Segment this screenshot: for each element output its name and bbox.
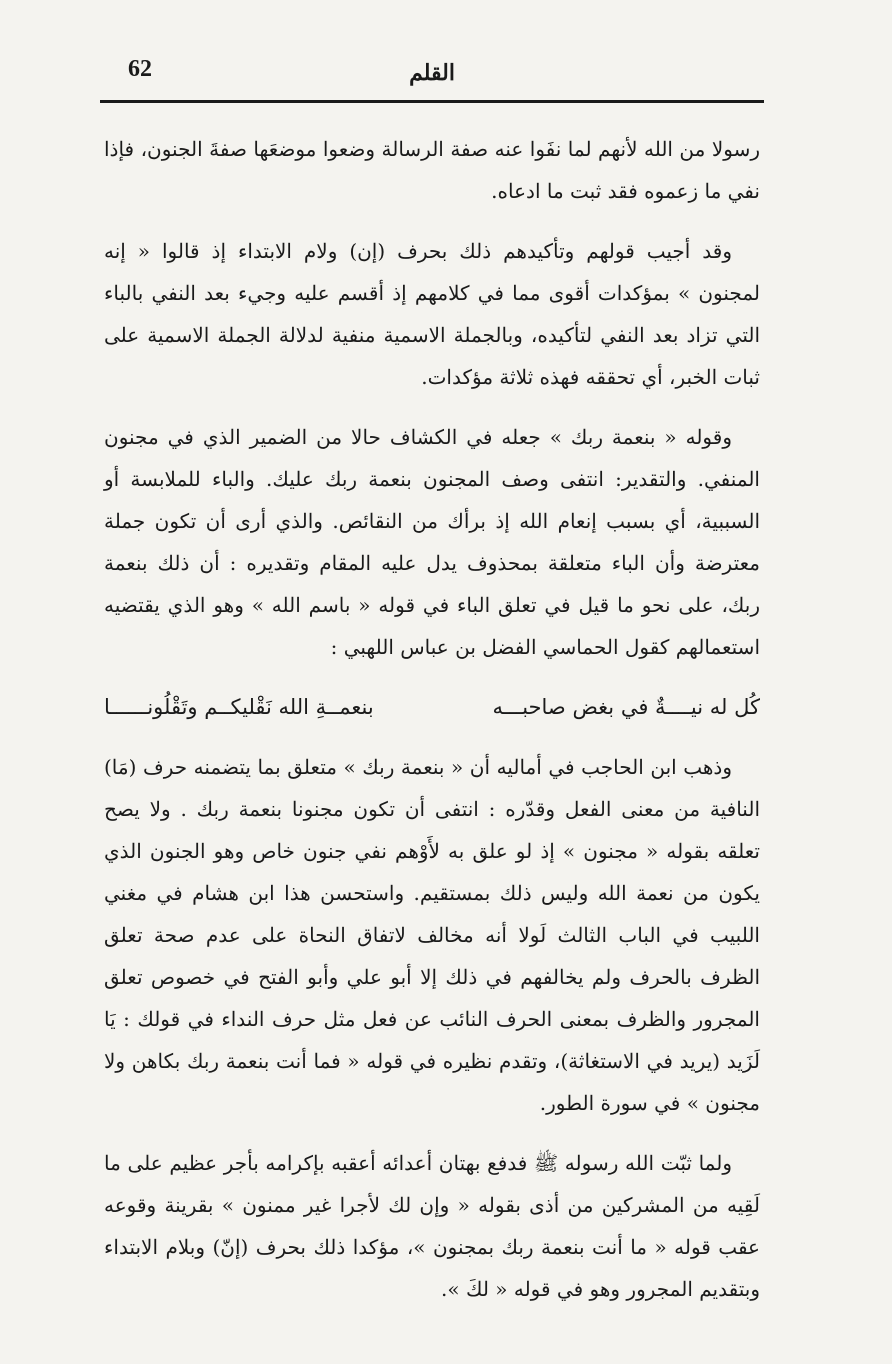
running-title: القلم xyxy=(409,60,455,86)
paragraph-4: وذهب ابن الحاجب في أماليه أن « بنعمة ربك » متعلق بما يتضمنه حرف (مَا) النافية من معنى الفعل وقدّره : انتفى أن تكون مجنونا بنعمة ربك . ولا يصح تعلقه بقوله « مجنون » إذ لو علق به لأَوْهم نفي جنون خاص وهو الجنون الذي يكون من نعمة الله وليس ذلك بمستقيم. واستحسن هذا ابن هشام في مغني اللبيب في الباب الثالث لَولا أنه مخالف لاتفاق النحاة على عدم صحة تعلق الظرف بالحرف ولم يخالفهم في ذلك إلا أبو علي وأبو الفتح في خصوص تعلق المجرور والظرف بمعنى الحرف النائب عن فعل مثل حرف النداء في قولك : يَا لَزَيد (يريد في الاستغاثة)، وتقدم نظيره في قوله « فما أنت بنعمة ربك بكاهن ولا مجنون » في سورة الطور. xyxy=(104,755,760,1115)
paragraph-1: رسولا من الله لأنهم لما نفَوا عنه صفة الرسالة وضعوا موضعَها صفةَ الجنون، فإذا نفي ما زعموه فقد ثبت ما ادعاه. xyxy=(104,137,760,203)
paragraph-2: وقد أجيب قولهم وتأكيدهم ذلك بحرف (إن) ولام الابتداء إذ قالوا « إنه لمجنون » بمؤكدات أقوى مما في كلامهم إذ أقسم عليه وجيء بعد النفي بالباء التي تزاد بعد النفي لتأكيده، وبالجملة الاسمية منفية لدلالة الجملة الاسمية على ثبات الخبر، أي تحققه فهذه ثلاثة مؤكدات. xyxy=(104,239,760,389)
poetry-verse xyxy=(104,686,760,728)
page-number: 62 xyxy=(128,56,152,82)
page-body xyxy=(104,128,760,1328)
paragraph-5: ولما ثبّت الله رسوله ﷺ فدفع بهتان أعدائه أعقبه بإكرامه بأجر عظيم على ما لَقِيه من المشركين من أذى بقوله « وإن لك لأجرا غير ممنون » بقرينة وقوعه عقب قوله « ما أنت بنعمة ربك بمجنون »، مؤكدا ذلك بحرف (إنّ) وبلام الابتداء وبتقديم المجرور وهو في قوله « لكَ ». xyxy=(104,1151,760,1301)
page-header xyxy=(100,52,764,98)
header-rule xyxy=(100,100,764,103)
verse-second-hemistich: بنعمــةِ الله نَقْليكــم وتَقْلُونــــــا xyxy=(104,695,374,719)
paragraph-3: وقوله « بنعمة ربك » جعله في الكشاف حالا من الضمير الذي في مجنون المنفي. والتقدير: انتفى وصف المجنون بنعمة ربك عليك. والباء للملابسة أو السببية، أي بسبب إنعام الله إذ برأك من النقائص. والذي أرى أن تكون جملة معترضة وأن الباء متعلقة بمحذوف يدل عليه المقام وتقديره : أن ذلك بنعمة ربك، على نحو ما قيل في تعلق الباء في قوله « باسم الله » وهو الذي يقتضيه استعمالهم كقول الحماسي الفضل بن عباس اللهبي : xyxy=(104,425,760,659)
verse-first-hemistich: كُل له نيــــةٌ في بغض صاحبـــه xyxy=(492,695,760,719)
